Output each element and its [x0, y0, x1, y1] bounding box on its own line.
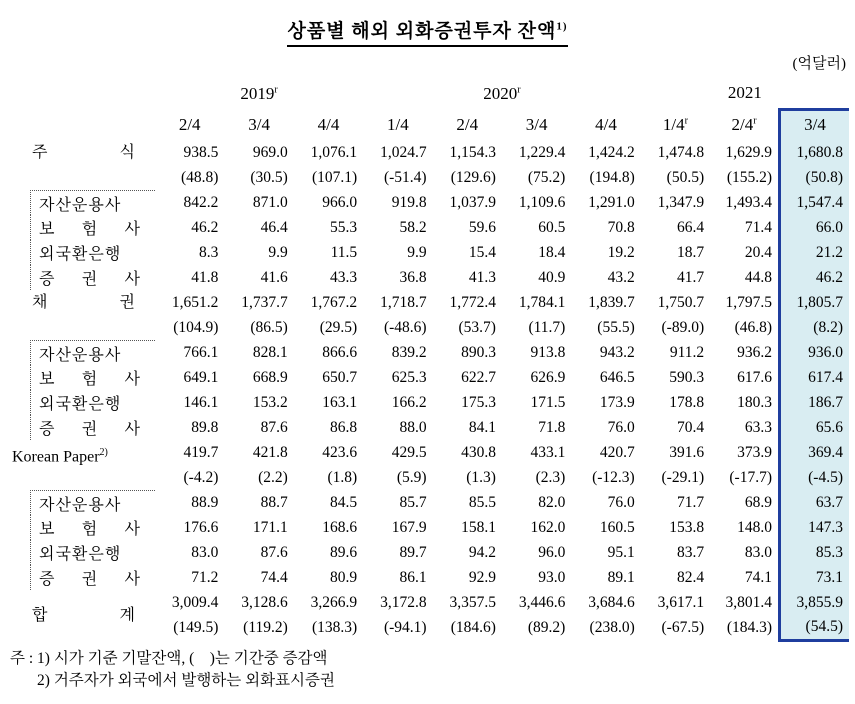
row-sublabel: [8, 365, 155, 390]
value-cell-sub: 617.4: [780, 365, 849, 390]
change-cell-bond: (55.5): [597, 318, 635, 336]
row-sublabel-text: 자산운용사: [39, 346, 122, 364]
change-cell-korean-paper: (1.8): [327, 468, 358, 486]
value-cell-total: 3,357.5: [449, 593, 496, 611]
value-cell-sub: 92.9: [468, 568, 496, 586]
value-cell-sub: 9.9: [268, 243, 288, 261]
row-sublabel: [8, 215, 155, 240]
value-cell-stock: 1,680.8: [780, 140, 849, 165]
value-cell-sub: 63.7: [780, 490, 849, 515]
value-cell-sub: 87.6: [260, 418, 288, 436]
corner-cell: [8, 78, 155, 140]
row-label-stock: [8, 140, 155, 190]
value-cell-sub: 60.5: [538, 218, 566, 236]
value-cell-stock: 1,229.4: [518, 143, 566, 161]
sublabel-wrap: [30, 540, 155, 565]
value-cell-sub: 171.1: [252, 518, 288, 536]
change-cell-total: (119.2): [243, 618, 288, 636]
row-label-korean-paper: [8, 440, 155, 490]
value-cell-stock: 1,474.8: [657, 143, 705, 161]
value-cell-sub: 147.3: [780, 515, 849, 540]
value-cell-sub: 89.7: [399, 543, 427, 561]
value-cell-sub: 65.6: [780, 415, 849, 440]
value-cell-total: 3,617.1: [657, 593, 705, 611]
value-cell-sub: 89.6: [330, 543, 358, 561]
value-cell-korean-paper: 420.7: [599, 443, 635, 461]
row-label-text: 채 권: [32, 294, 136, 311]
change-cell-korean-paper: (-4.5): [780, 465, 849, 490]
value-cell-sub: 163.1: [322, 393, 358, 411]
value-cell-bond: 1,718.7: [380, 293, 427, 311]
value-cell-bond: 1,805.7: [780, 290, 849, 315]
value-cell-sub: 83.0: [191, 543, 219, 561]
value-cell-sub: 590.3: [669, 368, 705, 386]
change-cell-total: (-67.5): [661, 618, 705, 636]
value-cell-sub: 871.0: [252, 193, 288, 211]
row-sublabel-text: 증 권 사: [39, 571, 141, 588]
value-cell-sub: 650.7: [322, 368, 358, 386]
year-header-2021: 2021: [727, 82, 762, 102]
row-sublabel: [8, 515, 155, 540]
value-cell-sub: 71.2: [191, 568, 219, 586]
value-cell-bond: 1,767.2: [310, 293, 358, 311]
row-sublabel-text: 자산운용사: [39, 196, 122, 214]
value-cell-sub: 649.1: [183, 368, 219, 386]
value-cell-sub: 40.9: [538, 268, 566, 286]
value-cell-sub: 93.0: [538, 568, 566, 586]
value-cell-sub: 74.1: [744, 568, 773, 586]
value-cell-sub: 625.3: [391, 368, 427, 386]
value-cell-sub: 84.1: [468, 418, 496, 436]
securities-balance-table: [8, 78, 849, 642]
change-cell-total: (238.0): [589, 618, 635, 636]
title-footnote-marker: 1): [556, 20, 568, 33]
value-cell-sub: 41.8: [191, 268, 219, 286]
value-cell-stock: 969.0: [252, 143, 288, 161]
row-sublabel-text: 보 험 사: [39, 371, 141, 388]
sublabel-wrap: [30, 365, 155, 390]
value-cell-stock: 1,076.1: [310, 143, 358, 161]
value-cell-sub: 82.0: [538, 493, 566, 511]
value-cell-sub: 86.8: [330, 418, 358, 436]
sublabel-wrap: [30, 415, 155, 440]
change-cell-korean-paper: (-17.7): [729, 468, 773, 486]
value-cell-sub: 919.8: [391, 193, 427, 211]
value-cell-sub: 842.2: [183, 193, 219, 211]
quarter-header-7: 4/4: [595, 114, 617, 134]
title-row: [0, 16, 855, 47]
value-cell-sub: 95.1: [607, 543, 635, 561]
value-cell-sub: 626.9: [530, 368, 566, 386]
change-cell-bond: (46.8): [734, 318, 773, 336]
value-cell-bond: 1,784.1: [518, 293, 566, 311]
year-header-2019: 2019$^r$: [240, 83, 278, 103]
value-cell-total: 3,855.9: [780, 590, 849, 615]
value-cell-sub: 80.9: [330, 568, 358, 586]
value-cell-sub: 173.9: [599, 393, 635, 411]
value-cell-sub: 1,347.9: [657, 193, 705, 211]
value-cell-total: 3,266.9: [310, 593, 358, 611]
change-cell-korean-paper: (2.3): [535, 468, 566, 486]
row-label-text: 주 식: [32, 144, 136, 161]
change-cell-bond: (29.5): [319, 318, 358, 336]
value-cell-korean-paper: 429.5: [391, 443, 427, 461]
value-cell-sub: 20.4: [744, 243, 773, 261]
value-cell-sub: 1,109.6: [518, 193, 566, 211]
value-cell-sub: 18.4: [538, 243, 566, 261]
value-cell-sub: 43.2: [607, 268, 635, 286]
value-cell-sub: 866.6: [322, 343, 358, 361]
sublabel-wrap: [30, 340, 155, 365]
value-cell-korean-paper: 430.8: [461, 443, 496, 461]
row-sublabel: [8, 390, 155, 415]
value-cell-total: 3,801.4: [725, 593, 773, 611]
value-cell-stock: 1,024.7: [380, 143, 427, 161]
quarter-header-4: 1/4: [387, 114, 409, 134]
value-cell-stock: 1,424.2: [588, 143, 635, 161]
value-cell-sub: 55.3: [330, 218, 358, 236]
value-cell-sub: 966.0: [322, 193, 358, 211]
change-cell-stock: (155.2): [726, 168, 773, 186]
sublabel-wrap: [30, 515, 155, 540]
value-cell-sub: 96.0: [538, 543, 566, 561]
change-cell-bond: (104.9): [173, 318, 219, 336]
value-cell-sub: 71.4: [744, 218, 773, 236]
change-cell-stock: (129.6): [450, 168, 496, 186]
value-cell-sub: 162.0: [530, 518, 566, 536]
value-cell-korean-paper: 419.7: [183, 443, 219, 461]
quarter-header-5: 2/4: [456, 114, 479, 134]
page-title: [287, 16, 567, 47]
quarter-header-8: 1/4$^r$: [662, 114, 688, 134]
value-cell-sub: 178.8: [669, 393, 705, 411]
value-cell-sub: 828.1: [252, 343, 288, 361]
value-cell-sub: 88.9: [191, 493, 219, 511]
row-label-text: 합 계: [32, 606, 136, 624]
value-cell-sub: 83.7: [677, 543, 705, 561]
value-cell-total: 3,009.4: [171, 593, 219, 611]
value-cell-sub: 1,493.4: [725, 193, 773, 211]
value-cell-sub: 911.2: [669, 343, 705, 361]
value-cell-korean-paper: 369.4: [780, 440, 849, 465]
value-cell-sub: 59.6: [468, 218, 496, 236]
value-cell-korean-paper: 373.9: [737, 443, 773, 461]
footnote-lines: [37, 648, 335, 692]
change-cell-bond: (-48.6): [383, 318, 427, 336]
change-cell-total: (184.3): [726, 618, 773, 636]
value-cell-sub: 171.5: [530, 393, 566, 411]
value-cell-sub: 15.4: [468, 243, 496, 261]
value-cell-sub: 890.3: [461, 343, 496, 361]
sublabel-wrap: [30, 265, 155, 290]
value-cell-sub: 668.9: [252, 368, 288, 386]
change-cell-korean-paper: (-29.1): [661, 468, 705, 486]
value-cell-sub: 1,291.0: [588, 193, 635, 211]
sublabel-wrap: [30, 390, 155, 415]
value-cell-bond: 1,737.7: [241, 293, 288, 311]
value-cell-sub: 943.2: [599, 343, 635, 361]
value-cell-bond: 1,797.5: [725, 293, 773, 311]
value-cell-total: 3,128.6: [241, 593, 288, 611]
row-sublabel: [8, 540, 155, 565]
value-cell-korean-paper: 433.1: [530, 443, 566, 461]
value-cell-sub: 88.0: [399, 418, 427, 436]
value-cell-sub: 21.2: [780, 240, 849, 265]
year-header-2020: 2020$^r$: [483, 83, 521, 103]
row-label-total: [8, 590, 155, 640]
value-cell-sub: 70.4: [677, 418, 705, 436]
value-cell-stock: 1,154.3: [449, 143, 496, 161]
value-cell-sub: 74.4: [260, 568, 288, 586]
sublabel-wrap: [30, 240, 155, 265]
footnote-line: 2) 거주자가 외국에서 발행하는 외화표시증권: [37, 671, 335, 689]
value-cell-korean-paper: 421.8: [252, 443, 288, 461]
change-cell-bond: (8.2): [780, 315, 849, 340]
value-cell-sub: 180.3: [737, 393, 773, 411]
change-cell-total: (184.6): [450, 618, 496, 636]
value-cell-sub: 11.5: [330, 243, 358, 261]
value-cell-sub: 153.8: [669, 518, 705, 536]
value-cell-sub: 76.0: [607, 493, 635, 511]
value-cell-bond: 1,839.7: [588, 293, 635, 311]
value-cell-sub: 63.3: [744, 418, 773, 436]
quarter-header-9: 2/4$^r$: [731, 114, 757, 134]
value-cell-sub: 8.3: [199, 243, 219, 261]
value-cell-sub: 9.9: [407, 243, 427, 261]
value-cell-stock: 1,629.9: [725, 143, 773, 161]
row-sublabel: [8, 190, 155, 215]
sublabel-wrap: [30, 490, 155, 515]
value-cell-bond: 1,750.7: [657, 293, 705, 311]
change-cell-stock: (48.8): [180, 168, 219, 186]
row-sublabel-text: 자산운용사: [39, 496, 122, 514]
value-cell-sub: 85.3: [780, 540, 849, 565]
value-cell-sub: 83.0: [744, 543, 773, 561]
value-cell-sub: 41.6: [260, 268, 288, 286]
value-cell-korean-paper: 423.6: [322, 443, 358, 461]
value-cell-sub: 166.2: [391, 393, 427, 411]
row-label-text: Korean Paper$^{2)}$: [12, 447, 108, 466]
row-sublabel-text: 외국환은행: [39, 396, 122, 413]
row-sublabel: [8, 565, 155, 590]
value-cell-bond: 1,772.4: [449, 293, 496, 311]
quarter-header-1: 2/4: [178, 114, 201, 134]
quarter-header-6: 3/4: [525, 114, 548, 134]
value-cell-sub: 913.8: [530, 343, 566, 361]
row-sublabel: [8, 340, 155, 365]
quarter-header-3: 4/4: [317, 114, 340, 134]
value-cell-sub: 167.9: [391, 518, 427, 536]
value-cell-sub: 44.8: [744, 268, 773, 286]
change-cell-stock: (75.2): [527, 168, 566, 186]
value-cell-sub: 168.6: [322, 518, 358, 536]
value-cell-sub: 158.1: [461, 518, 496, 536]
change-cell-total: (138.3): [311, 618, 358, 636]
value-cell-stock: 938.5: [183, 143, 219, 161]
value-cell-sub: 146.1: [183, 393, 219, 411]
row-sublabel: [8, 415, 155, 440]
value-cell-sub: 94.2: [468, 543, 496, 561]
value-cell-sub: 87.6: [260, 543, 288, 561]
row-sublabel-text: 보 험 사: [39, 221, 141, 238]
value-cell-sub: 19.2: [607, 243, 635, 261]
change-cell-stock: (194.8): [589, 168, 635, 186]
sublabel-wrap: [30, 565, 155, 590]
change-cell-total: (89.2): [527, 618, 566, 636]
change-cell-bond: (53.7): [458, 318, 496, 336]
value-cell-total: 3,446.6: [518, 593, 566, 611]
value-cell-sub: 85.7: [399, 493, 427, 511]
change-cell-korean-paper: (-4.2): [183, 468, 219, 486]
value-cell-sub: 18.7: [677, 243, 705, 261]
value-cell-sub: 1,547.4: [780, 190, 849, 215]
row-sublabel-text: 외국환은행: [39, 546, 122, 563]
value-cell-sub: 66.0: [780, 215, 849, 240]
value-cell-sub: 84.5: [330, 493, 358, 511]
value-cell-sub: 88.7: [260, 493, 288, 511]
value-cell-total: 3,172.8: [380, 593, 427, 611]
value-cell-sub: 46.2: [780, 265, 849, 290]
value-cell-korean-paper: 391.6: [669, 443, 705, 461]
row-sublabel-text: 증 권 사: [39, 421, 141, 438]
footnotes: [10, 648, 855, 692]
value-cell-sub: 617.6: [737, 368, 773, 386]
value-cell-sub: 46.4: [260, 218, 288, 236]
change-cell-korean-paper: (1.3): [466, 468, 496, 486]
change-cell-total: (149.5): [173, 618, 219, 636]
unit-label: (억달러): [792, 56, 846, 72]
value-cell-sub: 175.3: [461, 393, 496, 411]
value-cell-sub: 73.1: [780, 565, 849, 590]
change-cell-bond: (86.5): [250, 318, 288, 336]
change-cell-total: (54.5): [780, 615, 849, 640]
change-cell-stock: (30.5): [250, 168, 288, 186]
value-cell-sub: 936.0: [780, 340, 849, 365]
row-sublabel: [8, 265, 155, 290]
footnote-prefix: 주 :: [10, 649, 38, 667]
change-cell-stock: (107.1): [311, 168, 358, 186]
value-cell-sub: 766.1: [183, 343, 219, 361]
quarter-header-10: 3/4: [780, 109, 849, 140]
change-cell-bond: (11.7): [528, 318, 566, 336]
value-cell-total: 3,684.6: [588, 593, 635, 611]
value-cell-sub: 82.4: [677, 568, 705, 586]
footnote-line: 1) 시가 기준 기말잔액, ( )는 기간중 증감액: [37, 649, 328, 667]
sublabel-wrap: [30, 190, 155, 215]
change-cell-korean-paper: (-12.3): [592, 468, 635, 486]
value-cell-sub: 89.1: [607, 568, 635, 586]
value-cell-sub: 160.5: [599, 518, 635, 536]
value-cell-sub: 36.8: [399, 268, 427, 286]
value-cell-sub: 71.7: [677, 493, 705, 511]
value-cell-sub: 622.7: [461, 368, 496, 386]
value-cell-sub: 936.2: [737, 343, 773, 361]
value-cell-sub: 70.8: [607, 218, 635, 236]
value-cell-sub: 66.4: [677, 218, 705, 236]
value-cell-sub: 186.7: [780, 390, 849, 415]
quarter-header-2: 3/4: [248, 114, 270, 134]
value-cell-sub: 85.5: [468, 493, 496, 511]
row-sublabel-text: 보 험 사: [39, 521, 141, 538]
value-cell-sub: 646.5: [599, 368, 635, 386]
value-cell-sub: 148.0: [737, 518, 773, 536]
value-cell-sub: 86.1: [399, 568, 427, 586]
row-sublabel: [8, 240, 155, 265]
change-cell-stock: (50.5): [666, 168, 705, 186]
row-sublabel-text: 증 권 사: [39, 271, 141, 288]
value-cell-sub: 176.6: [183, 518, 219, 536]
value-cell-sub: 46.2: [191, 218, 219, 236]
value-cell-sub: 68.9: [744, 493, 773, 511]
value-cell-sub: 153.2: [252, 393, 288, 411]
change-cell-stock: (-51.4): [383, 168, 427, 186]
sublabel-wrap: [30, 215, 155, 240]
row-sublabel-text: 외국환은행: [39, 246, 122, 263]
value-cell-sub: 839.2: [391, 343, 427, 361]
value-cell-bond: 1,651.2: [171, 293, 219, 311]
change-cell-stock: (50.8): [780, 165, 849, 190]
value-cell-sub: 58.2: [399, 218, 427, 236]
change-cell-total: (-94.1): [383, 618, 427, 636]
value-cell-sub: 41.3: [468, 268, 496, 286]
value-cell-sub: 76.0: [607, 418, 635, 436]
row-sublabel: [8, 490, 155, 515]
change-cell-bond: (-89.0): [661, 318, 705, 336]
change-cell-korean-paper: (5.9): [396, 468, 427, 486]
row-label-bond: [8, 290, 155, 340]
change-cell-korean-paper: (2.2): [258, 468, 288, 486]
value-cell-sub: 41.7: [677, 268, 705, 286]
page-title-text: 상품별 해외 외화증권투자 잔액: [287, 21, 557, 42]
value-cell-sub: 1,037.9: [449, 193, 496, 211]
value-cell-sub: 43.3: [330, 268, 358, 286]
value-cell-sub: 89.8: [191, 418, 219, 436]
value-cell-sub: 71.8: [538, 418, 566, 436]
